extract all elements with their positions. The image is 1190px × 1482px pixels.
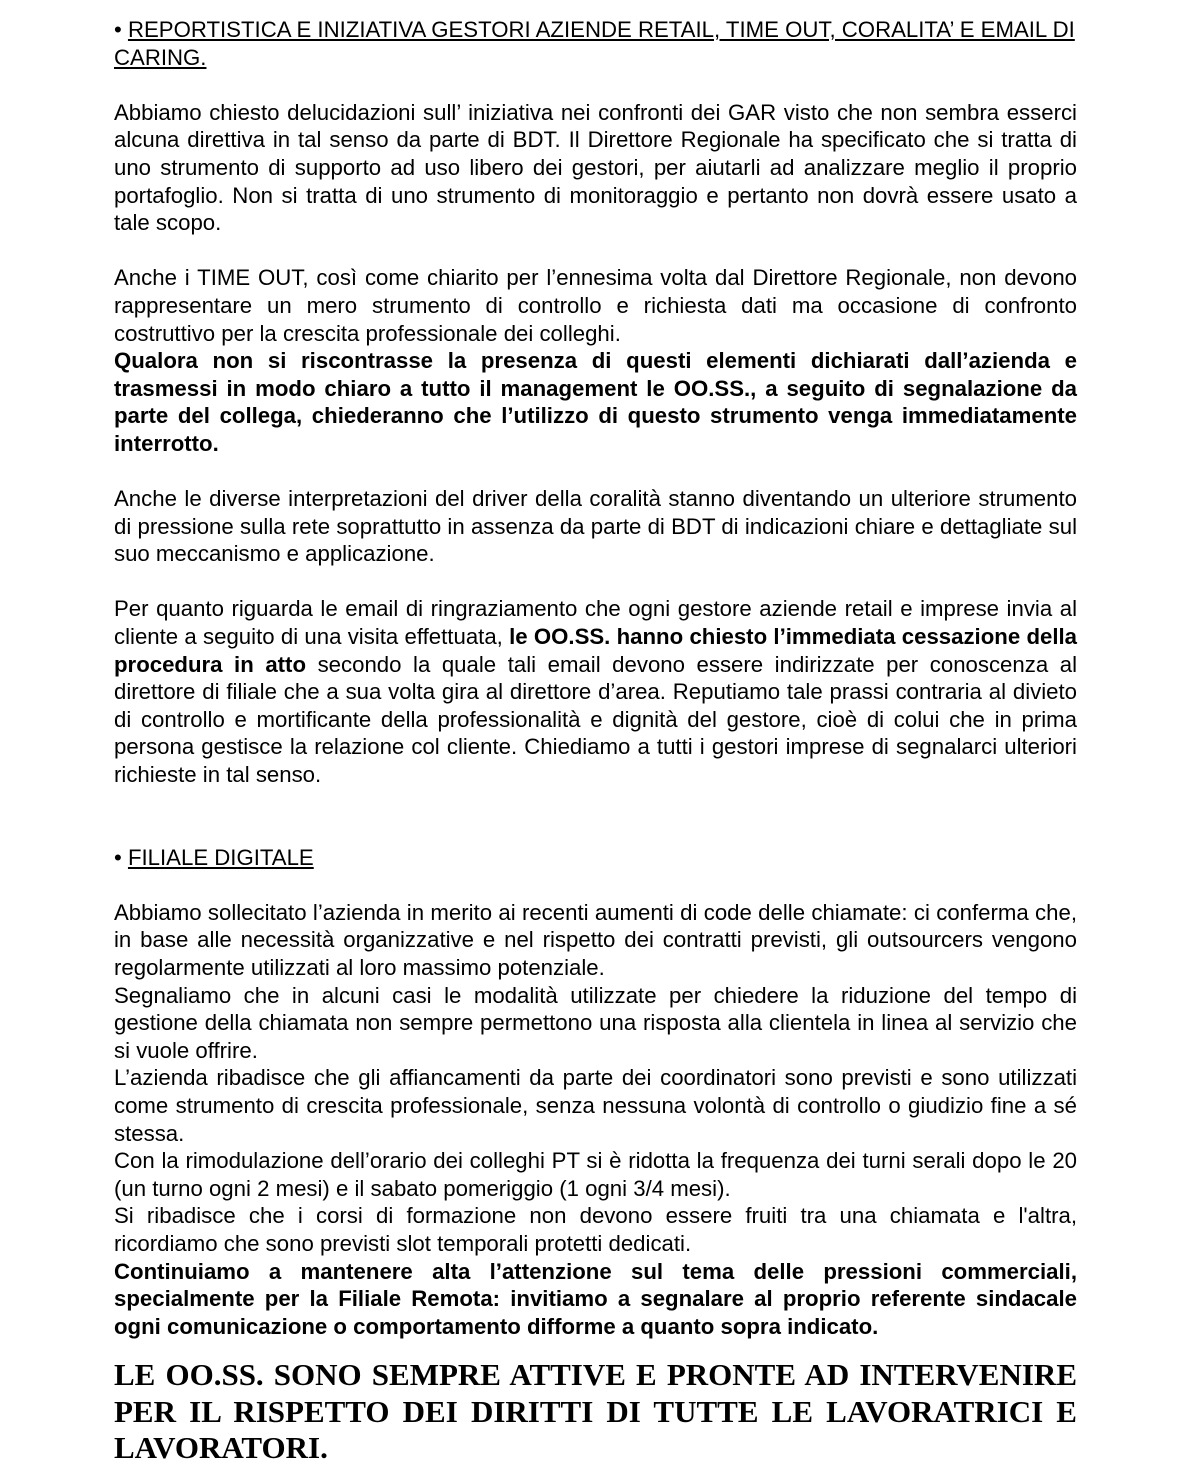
paragraph-pressioni-commerciali: Continuiamo a mantenere alta l’attenzione sul tema delle pressioni commerciali, specialmente per la Filiale Remota: invitiamo a segnalare al proprio referente sindacale ogni comunicazione o comportamento difforme a quanto sopra indicato.	[114, 1258, 1077, 1339]
bullet: •	[114, 17, 122, 42]
paragraph-orario-pt: Con la rimodulazione dell’orario dei colleghi PT si è ridotta la frequenza dei turni serali dopo le 20 (un turno ogni 2 mesi) e il sabato pomeriggio (1 ogni 3/4 mesi).	[114, 1148, 1077, 1201]
paragraph-time-out: Anche i TIME OUT, così come chiarito per l’ennesima volta dal Direttore Regionale, non devono rappresentare un mero strumento di controllo e richiesta dati ma occasione di confronto costruttivo per la crescita professionale dei colleghi.	[114, 265, 1077, 346]
section-heading-filiale-digitale	[114, 844, 1077, 872]
paragraph-coralita: Anche le diverse interpretazioni del driver della coralità stanno diventando un ulteriore strumento di pressione sulla rete soprattutto in assenza da parte di BDT di indicazioni chiare e dettagliate sul suo meccanismo e applicazione.	[114, 486, 1077, 567]
paragraph-email-text-a: Per quanto riguarda le email di ringraziamento che ogni gestore aziende retail e imprese invia al cliente a seguito di una visita effettuata,	[114, 596, 1077, 650]
paragraph-time-out-bold: Qualora non si riscontrasse la presenza di questi elementi dichiarati dall’azienda e trasmessi in modo chiaro a tutto il management le OO.SS., a seguito di segnalazione da parte del collega, chiederanno che l’utilizzo di questo strumento venga immediatamente interrotto.	[114, 348, 1077, 456]
paragraph-tempo-gestione: Segnaliamo che in alcuni casi le modalità utilizzate per chiedere la riduzione del tempo di gestione della chiamata non sempre permettono una risposta alla clientela in linea al servizio che si vuole offrire.	[114, 982, 1077, 1063]
document-page	[114, 16, 1077, 1467]
paragraph-gar: Abbiamo chiesto delucidazioni sull’ iniziativa nei confronti dei GAR visto che non sembra esserci alcuna direttiva in tal senso da parte di BDT. Il Direttore Regionale ha specificato che si tratta di uno strumento di supporto ad uso libero dei gestori, per aiutarli ad analizzare meglio il proprio portafoglio. Non si tratta di uno strumento di monitoraggio e pertanto non dovrà essere usato a tale scopo.	[114, 99, 1077, 236]
paragraph-affiancamenti: L’azienda ribadisce che gli affiancamenti da parte dei coordinatori sono previsti e sono utilizzati come strumento di crescita professionale, senza nessuna volontà di controllo o giudizio fine a sé stessa.	[114, 1065, 1077, 1146]
section-heading-reportistica	[114, 16, 1077, 71]
paragraph-corsi-formazione: Si ribadisce che i corsi di formazione non devono essere fruiti tra una chiamata e l'altra, ricordiamo che sono previsti slot temporali protetti dedicati.	[114, 1203, 1077, 1256]
paragraph-code-chiamate: Abbiamo sollecitato l’azienda in merito ai recenti aumenti di code delle chiamate: ci conferma che, in base alle necessità organizzative e nel rispetto dei contratti previsti, gli outsourcers vengono regolarmente utilizzati al loro massimo potenziale.	[114, 899, 1077, 980]
closing-statement: LE OO.SS. SONO SEMPRE ATTIVE E PRONTE AD INTERVENIRE PER IL RISPETTO DEI DIRITTI DI TUTTE LE LAVORATRICI E LAVORATORI.	[114, 1357, 1077, 1466]
paragraph-email-text-b: secondo la quale tali email devono essere indirizzate per conoscenza al direttore di filiale che a sua volta gira al direttore d’area. Reputiamo tale prassi contraria al divieto di controllo e mortificante della professionalità e dignità del gestore, cioè di colui che in prima persona gestisce la relazione col cliente. Chiediamo a tutti i gestori imprese di segnalarci ulteriori richieste in tal senso.	[114, 651, 1077, 788]
section-heading-text: FILIALE DIGITALE	[127, 844, 314, 870]
section-heading-text: REPORTISTICA E INIZIATIVA GESTORI AZIENDE RETAIL, TIME OUT, CORALITA’ E EMAIL DI CARING.	[114, 17, 1075, 70]
paragraph-email-bold: le OO.SS. hanno chiesto l’immediata cessazione della procedura in atto	[114, 624, 1078, 677]
bullet: •	[114, 844, 122, 870]
paragraph-email	[114, 595, 1077, 788]
